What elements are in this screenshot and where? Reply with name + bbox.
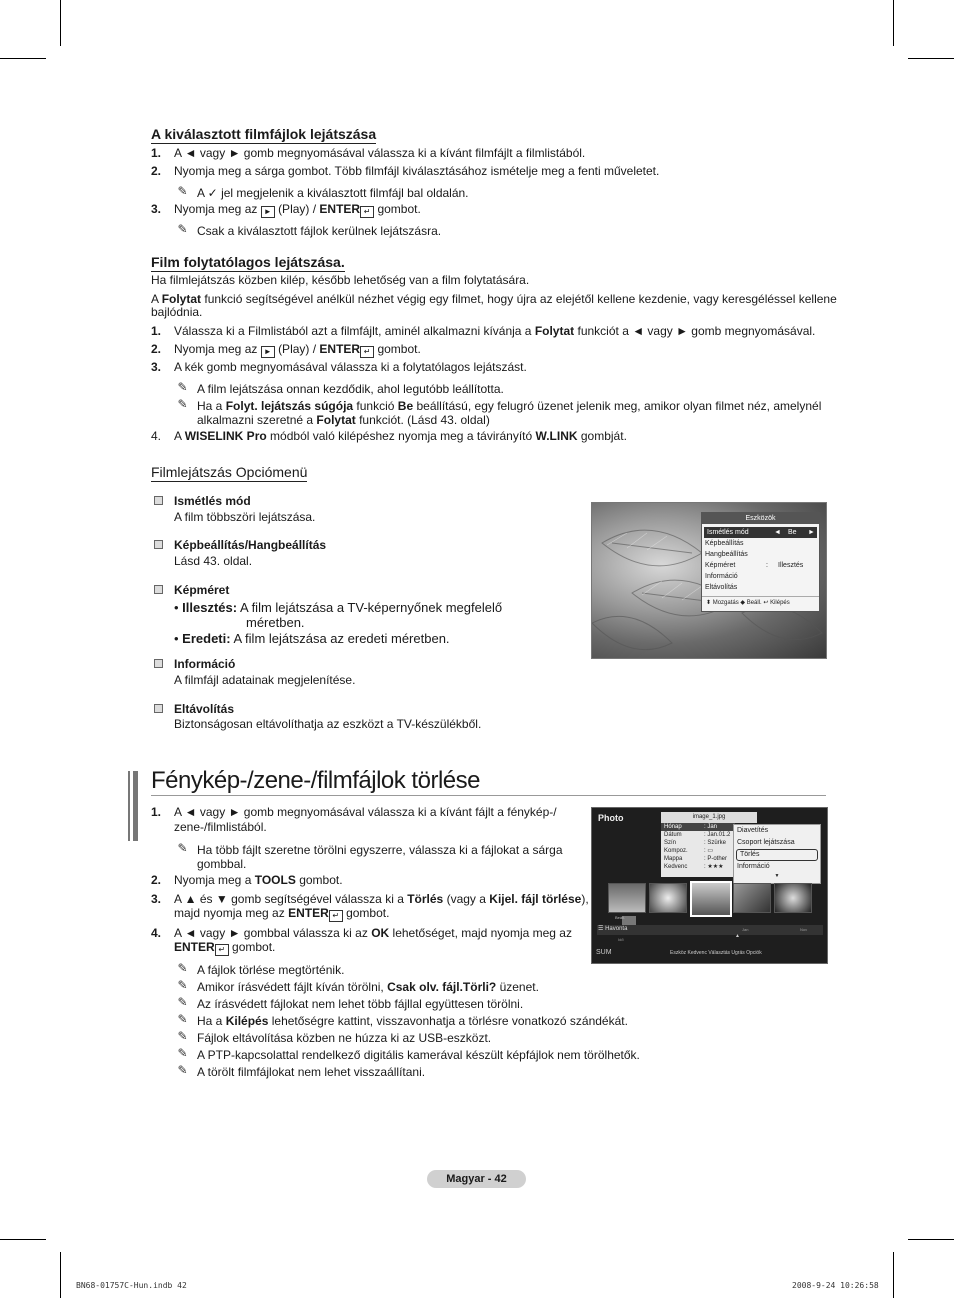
menu-item-group-play[interactable]: Csoport lejátszása bbox=[737, 839, 795, 846]
chevron-up-icon: ▲ bbox=[735, 933, 740, 939]
option-title: Eltávolítás bbox=[174, 702, 235, 716]
enter-icon: ↵ bbox=[215, 944, 229, 956]
enter-label: ENTER bbox=[319, 202, 361, 216]
enter-icon: ↵ bbox=[329, 910, 343, 922]
info-row bbox=[661, 855, 735, 863]
note-text bbox=[197, 1014, 628, 1028]
menu-item-label: Képbeállítás bbox=[705, 540, 744, 547]
photo-footer-help: Eszköz Kedvenc Választás Ugrás Opciók bbox=[670, 950, 762, 956]
bullet-text: méretben. bbox=[246, 615, 305, 630]
info-key: Kedvenc bbox=[664, 864, 688, 870]
text-part: Ha a bbox=[197, 399, 223, 413]
info-key: Hónap bbox=[664, 824, 682, 830]
bullet-square bbox=[154, 585, 163, 594]
note-text: Az írásvédett fájlokat nem lehet több fájllal együttesen törölni. bbox=[197, 997, 524, 1011]
text-part: üzenet. bbox=[499, 980, 539, 994]
step-text bbox=[174, 892, 589, 906]
step-number: 1. bbox=[151, 805, 162, 819]
tools-menu-footer bbox=[702, 596, 819, 609]
menu-item-label: Ismétlés mód bbox=[707, 529, 749, 536]
text-part: gombját. bbox=[580, 429, 627, 443]
page-title: Fénykép-/zene-/filmfájlok törlése bbox=[151, 767, 480, 794]
text-part: gombot. bbox=[346, 906, 390, 920]
sum-label: SUM bbox=[596, 949, 612, 956]
note-icon: ✎ bbox=[177, 380, 188, 394]
chevron-left-icon: ◄ bbox=[774, 529, 781, 536]
enter-icon: ↵ bbox=[360, 346, 374, 358]
info-key: Dátum bbox=[664, 832, 682, 838]
text-part: majd nyomja meg az bbox=[174, 906, 285, 920]
note-icon: ✎ bbox=[177, 961, 188, 975]
sort-label: Beáll. bbox=[615, 915, 626, 920]
text-part: funkció bbox=[356, 399, 395, 413]
return-icon: ↩ bbox=[763, 600, 769, 606]
menu-item-size[interactable] bbox=[702, 560, 819, 571]
photo-thumbnail[interactable] bbox=[649, 883, 687, 913]
text-part: gombot. bbox=[232, 940, 276, 954]
paragraph: bajlódnia. bbox=[151, 305, 203, 319]
step-text: A ◄ vagy ► gomb megnyomásával válassza ki a kívánt filmfájlt a filmlistából. bbox=[174, 146, 586, 160]
text-part: W.LINK bbox=[535, 429, 578, 443]
step-text: A kék gomb megnyomásával válassza ki a folytatólagos lejátszást. bbox=[174, 360, 527, 374]
note-icon: ✎ bbox=[177, 397, 188, 411]
info-row bbox=[661, 839, 735, 847]
menu-item-remove[interactable] bbox=[702, 582, 819, 593]
bullet-text: A film lejátszása az eredeti méretben. bbox=[233, 631, 450, 646]
note-text bbox=[197, 980, 539, 994]
text-part: funkciót a ◄ vagy ► gomb megnyomásával. bbox=[577, 324, 816, 338]
move-icon: ⬍ bbox=[706, 600, 712, 606]
photo-thumbnail[interactable] bbox=[608, 883, 646, 913]
photo-thumbnail-selected[interactable] bbox=[690, 881, 732, 917]
step-text bbox=[174, 324, 815, 338]
bullet-text: A film lejátszása a TV-képernyőnek megfelelő bbox=[240, 600, 503, 615]
note-icon: ✎ bbox=[177, 184, 188, 198]
photo-screenshot bbox=[591, 807, 828, 964]
note-text: A fájlok törlése megtörténik. bbox=[197, 963, 345, 977]
note-text: gombbal. bbox=[197, 857, 247, 871]
option-title: Információ bbox=[174, 657, 236, 671]
bullet-item: • Eredeti: A film lejátszása az eredeti méretben. bbox=[174, 631, 450, 646]
note-text: A PTP-kapcsolattal rendelkező digitális kamerával készült képfájlok nem törölhetők. bbox=[197, 1048, 640, 1062]
print-file-info: BN68-01757C-Hun.indb 42 bbox=[76, 1281, 187, 1290]
file-name: image_1.jpg bbox=[661, 812, 757, 823]
month-right: Nov bbox=[800, 927, 808, 932]
photo-thumbnail[interactable] bbox=[733, 883, 771, 913]
footer-label: Kilépés bbox=[770, 600, 790, 606]
sort-value: Havonta bbox=[605, 926, 628, 932]
sort-mode[interactable] bbox=[598, 925, 627, 932]
section-bar bbox=[133, 771, 138, 841]
step-text bbox=[174, 926, 572, 940]
step-text-part: Nyomja meg az bbox=[174, 202, 258, 216]
bullet-square bbox=[154, 704, 163, 713]
text-part: lehetőségre kattint, visszavonhatja a törlésre vonatkozó szándékát. bbox=[271, 1014, 628, 1028]
enter-label: ENTER bbox=[174, 940, 215, 954]
text-part: TOOLS bbox=[254, 873, 296, 887]
option-title: Képbeállítás/Hangbeállítás bbox=[174, 538, 327, 552]
file-info-panel bbox=[661, 823, 735, 877]
footer-label: Mozgatás bbox=[712, 600, 739, 606]
info-row bbox=[661, 831, 735, 839]
text-part: funkciót. (Lásd 43. oldal) bbox=[359, 413, 490, 427]
menu-item-picture[interactable] bbox=[702, 538, 819, 549]
month-center: Jan bbox=[742, 927, 749, 932]
movie-screenshot bbox=[591, 502, 827, 659]
text-part: Nyomja meg az bbox=[174, 342, 258, 356]
note-text: A ✓ jel megjelenik a kiválasztott filmfájl bal oldalán. bbox=[197, 186, 469, 200]
text-part: ), bbox=[581, 892, 589, 906]
text-part: A ◄ vagy ► gombbal válassza ki az bbox=[174, 926, 368, 940]
section-heading: A kiválasztott filmfájlok lejátszása bbox=[151, 126, 377, 142]
menu-item-label: Információ bbox=[705, 573, 738, 580]
note-text: A törölt filmfájlokat nem lehet visszaállítani. bbox=[197, 1065, 426, 1079]
bullet-item: • Illesztés: A film lejátszása a TV-képernyőnek megfelelő bbox=[174, 600, 503, 615]
text-part: A ▲ és ▼ gomb segítségével válassza ki a bbox=[174, 892, 404, 906]
info-key: Szín bbox=[664, 840, 677, 846]
play-icon: ► bbox=[261, 346, 275, 358]
step-text bbox=[174, 940, 275, 956]
note-icon: ✎ bbox=[177, 1012, 188, 1026]
info-key: Mappa bbox=[664, 856, 683, 862]
menu-item-sound[interactable] bbox=[702, 549, 819, 560]
info-value: : Szürke bbox=[704, 840, 727, 846]
text-part: Nyomja meg a bbox=[174, 873, 252, 887]
month-left: Idő bbox=[618, 937, 624, 942]
text-part: gombot. bbox=[377, 342, 421, 356]
play-icon: ► bbox=[261, 206, 275, 218]
note-text: Fájlok eltávolítása közben ne húzza ki az USB-eszközt. bbox=[197, 1031, 492, 1045]
enter-icon: ◆ bbox=[740, 600, 746, 606]
step-text bbox=[174, 873, 343, 887]
text-part: beállítású, egy felugró üzenet jelenik meg, amikor olyan filmet néz, amelynél bbox=[416, 399, 822, 413]
step-number: 3. bbox=[151, 202, 162, 216]
info-key: Kompoz. bbox=[664, 848, 688, 854]
photo-thumbnail[interactable] bbox=[774, 883, 812, 913]
text-part: gombot. bbox=[299, 873, 343, 887]
bullet-square bbox=[154, 540, 163, 549]
text-part: lehetőséget, majd nyomja meg az bbox=[392, 926, 572, 940]
option-desc: Biztonságosan eltávolíthatja az eszközt a TV-készülékből. bbox=[174, 717, 482, 731]
text-part: OK bbox=[371, 926, 390, 940]
bullet-square bbox=[154, 659, 163, 668]
step-number: 2. bbox=[151, 164, 162, 178]
tools-menu-title: Eszközök bbox=[702, 513, 819, 524]
step-text: A ◄ vagy ► gomb megnyomásával válassza ki a kívánt fájlt a fénykép-/ bbox=[174, 805, 557, 819]
timeline-bar bbox=[597, 925, 823, 935]
text-part: Kijel. fájl törlése bbox=[489, 892, 582, 906]
note-text: A film lejátszása onnan kezdődik, ahol legutóbb leállította. bbox=[197, 382, 504, 396]
chevron-right-icon: ► bbox=[808, 529, 815, 536]
text-part: Kilépés bbox=[225, 1014, 269, 1028]
option-desc: A filmfájl adatainak megjelenítése. bbox=[174, 673, 356, 687]
option-title: Ismétlés mód bbox=[174, 494, 251, 508]
text-part: WISELINK Pro bbox=[184, 429, 267, 443]
menu-item-value: Illesztés bbox=[778, 562, 804, 569]
menu-colon: : bbox=[766, 562, 768, 569]
text-part: alkalmazni szeretné a bbox=[197, 413, 314, 427]
option-desc: A film többszöri lejátszása. bbox=[174, 510, 316, 524]
text-part: (Play) / bbox=[278, 342, 317, 356]
text-part: Csak olv. fájl.Törli? bbox=[387, 980, 497, 994]
step-number: 1. bbox=[151, 146, 162, 160]
text-part: módból való kilépéshez nyomja meg a távirányító bbox=[270, 429, 533, 443]
note-icon: ✎ bbox=[177, 1063, 188, 1077]
list-icon: ☰ bbox=[598, 926, 604, 932]
note-icon: ✎ bbox=[177, 222, 188, 236]
step-text bbox=[174, 342, 421, 358]
text-part: Folytat bbox=[316, 413, 356, 427]
step-number: 2. bbox=[151, 873, 162, 887]
note-text: Ha több fájlt szeretne törölni egyszerre, válassza ki a fájlokat a sárga bbox=[197, 843, 563, 857]
tools-menu bbox=[701, 512, 820, 612]
footer-label: Beáll. bbox=[746, 600, 762, 606]
note-icon: ✎ bbox=[177, 1046, 188, 1060]
info-row bbox=[661, 847, 735, 855]
menu-item-delete[interactable]: Törlés bbox=[736, 849, 818, 861]
section-heading: Filmlejátszás Opciómenü bbox=[151, 464, 308, 480]
print-date: 2008-9-24 10:26:58 bbox=[792, 1281, 879, 1290]
info-value: : Jan bbox=[704, 824, 718, 830]
note-text: Csak a kiválasztott fájlok kerülnek lejátszásra. bbox=[197, 224, 442, 238]
step-number: 1. bbox=[151, 324, 162, 338]
chevron-down-icon: ▼ bbox=[774, 873, 780, 879]
photo-tools-menu bbox=[733, 824, 821, 884]
text-part: Folytat bbox=[534, 324, 575, 338]
step-number: 2. bbox=[151, 342, 162, 356]
step-number: 4. bbox=[151, 429, 162, 443]
info-row bbox=[661, 823, 735, 831]
menu-item-info[interactable] bbox=[702, 571, 819, 582]
step-text bbox=[174, 906, 389, 922]
text-part: Ha a bbox=[197, 1014, 223, 1028]
note-text bbox=[197, 399, 821, 413]
step-number: 3. bbox=[151, 360, 162, 374]
menu-item-repeat[interactable] bbox=[704, 527, 817, 538]
menu-item-label: Képméret bbox=[705, 562, 736, 569]
enter-label: ENTER bbox=[319, 342, 361, 356]
text-part: Válassza ki a Filmlistából azt a filmfájlt, aminél alkalmazni kívánja a bbox=[174, 324, 532, 338]
enter-icon: ↵ bbox=[360, 206, 374, 218]
info-row bbox=[661, 863, 735, 871]
step-text bbox=[174, 202, 421, 218]
menu-item-slideshow[interactable]: Diavetítés bbox=[737, 827, 769, 834]
note-icon: ✎ bbox=[177, 841, 188, 855]
section-bar bbox=[128, 771, 130, 841]
step-number: 3. bbox=[151, 892, 162, 906]
photo-title: Photo bbox=[598, 813, 624, 823]
menu-item-value: Be bbox=[788, 529, 797, 536]
menu-item-info[interactable]: Információ bbox=[737, 863, 770, 870]
info-value: : P-other bbox=[704, 856, 728, 862]
note-text bbox=[197, 413, 490, 427]
paragraph bbox=[151, 292, 837, 306]
text-part: A bbox=[174, 429, 182, 443]
text-part: (vagy a bbox=[446, 892, 486, 906]
info-value: : ▭ bbox=[704, 848, 714, 854]
text-part: Be bbox=[397, 399, 414, 413]
step-text: Nyomja meg a sárga gombot. Több filmfájl kiválasztásához ismételje meg a fenti műveletet. bbox=[174, 164, 660, 178]
text-part: funkció segítségével anélkül nézhet végig egy filmet, hogy újra az elejétől kellene kezdenie, vagy keresgéléssel kellene bbox=[204, 292, 837, 306]
option-title: Képméret bbox=[174, 583, 230, 597]
text-part: A bbox=[151, 292, 159, 306]
title-rule bbox=[151, 795, 826, 796]
bullet-label: Illesztés: bbox=[182, 600, 238, 615]
step-text bbox=[174, 429, 627, 443]
step-text-part: (Play) / bbox=[278, 202, 317, 216]
option-desc: Lásd 43. oldal. bbox=[174, 554, 253, 568]
step-text: zene-/filmlistából. bbox=[174, 820, 267, 834]
bullet-label: Eredeti: bbox=[182, 631, 231, 646]
step-number: 4. bbox=[151, 926, 162, 940]
menu-item-label: Hangbeállítás bbox=[705, 551, 748, 558]
text-part: Amikor írásvédett fájlt kíván törölni, bbox=[197, 980, 384, 994]
step-text-part: gombot. bbox=[377, 202, 421, 216]
info-value: : Jan.01.2 bbox=[704, 832, 731, 838]
enter-label: ENTER bbox=[288, 906, 329, 920]
section-heading: Film folytatólagos lejátszása. bbox=[151, 254, 345, 270]
info-value: : ★★★ bbox=[704, 864, 724, 870]
text-part: Folyt. lejátszás súgója bbox=[225, 399, 354, 413]
bullet-square bbox=[154, 496, 163, 505]
text-part: Törlés bbox=[407, 892, 444, 906]
paragraph: Ha filmlejátszás közben kilép, később lehetőség van a film folytatására. bbox=[151, 273, 530, 287]
menu-item-label: Eltávolítás bbox=[705, 584, 738, 591]
text-part: Folytat bbox=[161, 292, 202, 306]
note-icon: ✎ bbox=[177, 1029, 188, 1043]
note-icon: ✎ bbox=[177, 995, 188, 1009]
page-number-badge: Magyar - 42 bbox=[427, 1170, 526, 1188]
note-icon: ✎ bbox=[177, 978, 188, 992]
